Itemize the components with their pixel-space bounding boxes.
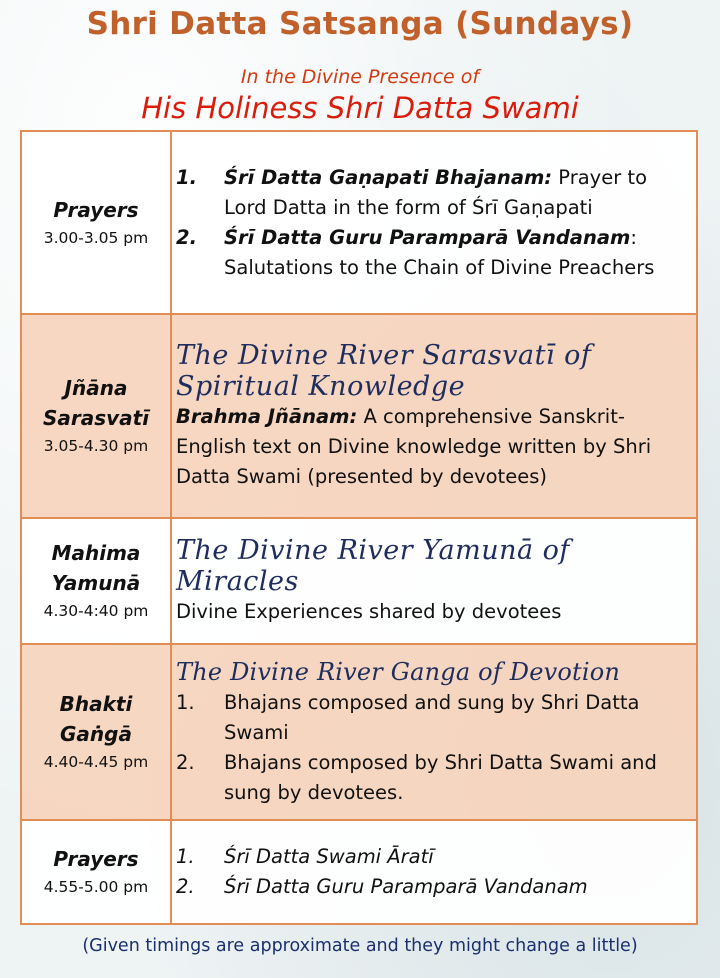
schedule-table xyxy=(20,130,698,925)
footer-note: (Given timings are approximate and they might change a little) xyxy=(82,936,638,956)
item-text: Bhajans composed and sung by Shri Datta Swami xyxy=(224,690,640,744)
item-number: 2. xyxy=(176,225,197,249)
row-label-line1: Mahima xyxy=(51,541,141,565)
list-item xyxy=(176,842,692,872)
row-label-cell xyxy=(21,644,171,820)
item-text: Śrī Datta Swami Āratī xyxy=(224,845,434,868)
item-number: 1. xyxy=(176,845,195,868)
section-text: Divine Experiences shared by devotees xyxy=(176,600,562,623)
item-text xyxy=(224,223,692,283)
row-label: Prayers xyxy=(53,197,139,222)
row-label-cell xyxy=(21,820,171,924)
list-item xyxy=(176,163,692,223)
list-item xyxy=(176,688,692,748)
item-description: Prayer to Lord Datta in the form of Śrī Gaṇapati xyxy=(224,165,648,219)
row-label-line1: Jñāna xyxy=(64,376,128,400)
row-label-line1: Bhakti xyxy=(59,692,133,716)
row-content-cell xyxy=(171,820,697,924)
row-time: 3.05-4.30 pm xyxy=(43,437,149,455)
subtitle-name: His Holiness Shri Datta Swami xyxy=(141,91,579,125)
row-label-line2: Gaṅgā xyxy=(60,722,132,746)
schedule-row-prayers-opening xyxy=(21,131,697,314)
section-heading: The Divine River Yamunā of Miracles xyxy=(176,535,570,597)
row-time: 4.55-5.00 pm xyxy=(43,878,149,896)
row-label-line2: Yamunā xyxy=(51,571,141,595)
section-text xyxy=(176,402,692,492)
row-content-cell xyxy=(171,518,697,644)
page-title: Shri Datta Satsanga (Sundays) xyxy=(86,6,634,42)
schedule-row-mahima-yamuna xyxy=(21,518,697,644)
item-number: 1. xyxy=(176,165,197,189)
row-time: 4.40-4.45 pm xyxy=(43,753,149,771)
row-content-cell xyxy=(171,314,697,518)
row-time: 4.30-4:40 pm xyxy=(43,602,149,620)
list-item xyxy=(176,223,692,283)
item-title: Śrī Datta Gaṇapati Bhajanam: xyxy=(224,165,553,189)
row-time: 3.00-3.05 pm xyxy=(43,228,149,247)
row-label-cell xyxy=(21,314,171,518)
list-item xyxy=(176,872,692,902)
item-text: Bhajans composed by Shri Datta Swami and sung by devotees. xyxy=(224,750,657,804)
list-item xyxy=(176,748,692,808)
row-content-cell xyxy=(171,644,697,820)
schedule-row-prayers-closing xyxy=(21,820,697,924)
book-title: Brahma Jñānam: xyxy=(176,405,358,428)
item-number: 2. xyxy=(176,750,195,774)
row-label-cell xyxy=(21,131,171,314)
subtitle: In the Divine Presence of xyxy=(240,66,480,88)
section-heading: The Divine River Ganga of Devotion xyxy=(176,657,621,686)
section-heading: The Divine River Sarasvatī of Spiritual Knowledge xyxy=(176,340,592,402)
schedule-row-bhakti-ganga xyxy=(21,644,697,820)
book-description: A comprehensive Sanskrit-English text on Divine knowledge written by Shri Datta Swami (presented by devotees) xyxy=(176,405,652,488)
item-text: Śrī Datta Guru Paramparā Vandanam xyxy=(224,875,588,898)
row-label-cell xyxy=(21,518,171,644)
row-label-line2: Sarasvatī xyxy=(42,406,150,430)
row-content-cell xyxy=(171,131,697,314)
item-title: Śrī Datta Guru Paramparā Vandanam xyxy=(224,225,631,249)
item-number: 2. xyxy=(176,875,195,898)
row-label: Prayers xyxy=(53,847,139,871)
item-number: 1. xyxy=(176,690,195,714)
schedule-row-jnana-sarasvati xyxy=(21,314,697,518)
item-text xyxy=(224,163,692,223)
item-description: : Salutations to the Chain of Divine Preachers xyxy=(224,225,655,279)
